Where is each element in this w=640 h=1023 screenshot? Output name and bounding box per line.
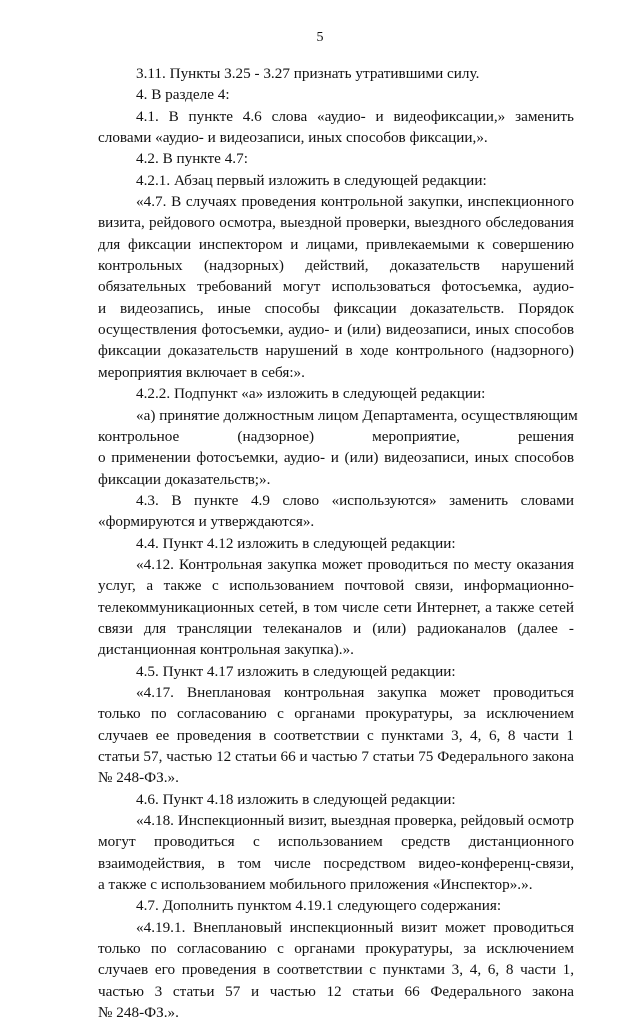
text-line: 4.3. В пункте 4.9 слово «используются» заменить словами <box>136 491 574 509</box>
text-line: «4.18. Инспекционный визит, выездная проверка, рейдовый осмотр <box>136 812 574 830</box>
text-line: «формируются и утверждаются». <box>98 513 315 531</box>
text-line: № 248-ФЗ.». <box>98 769 179 787</box>
document-body <box>98 63 578 1023</box>
text-line: и видеозапись, иные способы фиксации доказательств. Порядок <box>98 299 574 317</box>
text-line: частью 3 статьи 57 и частью 12 статьи 66 Федерального закона <box>98 982 574 1000</box>
text-line: могут проводиться с использованием средств дистанционного <box>98 833 574 851</box>
text-line: осуществления фотосъемки, аудио- и (или) видеозаписи, иных способов <box>98 321 574 339</box>
text-line: о применении фотосъемки, аудио- и (или) видеозаписи, иных способов <box>98 449 574 467</box>
text-line: 4.7. Дополнить пунктом 4.19.1 следующего содержания: <box>136 897 502 915</box>
text-line: 4. В разделе 4: <box>136 86 230 104</box>
text-line: услуг, а также с использованием почтовой связи, информационно- <box>98 577 574 595</box>
text-line: 4.2.1. Абзац первый изложить в следующей редакции: <box>136 171 487 189</box>
text-line: контрольных (надзорных) действий, доказательств нарушений <box>98 257 574 275</box>
text-line: «4.17. Внеплановая контрольная закупка может проводиться <box>136 683 574 701</box>
text-line: телекоммуникационных сетей, в том числе сети Интернет, а также сетей <box>98 598 574 616</box>
text-line: «4.7. В случаях проведения контрольной закупки, инспекционного <box>136 193 574 211</box>
text-line: 4.4. Пункт 4.12 изложить в следующей редакции: <box>136 534 456 552</box>
text-line: только по согласованию с органами прокуратуры, за исключением <box>98 705 574 723</box>
text-line: статьи 57, частью 12 статьи 66 и частью 7 статьи 75 Федерального закона <box>98 748 574 765</box>
text-line: «4.12. Контрольная закупка может проводиться по месту оказания <box>136 555 574 573</box>
text-line: 4.6. Пункт 4.18 изложить в следующей редакции: <box>136 790 456 808</box>
text-line: только по согласованию с органами прокуратуры, за исключением <box>98 940 574 958</box>
text-line: фиксации доказательств нарушений в ходе контрольного (надзорного) <box>98 342 574 360</box>
text-line: фиксации доказательств;». <box>98 470 271 488</box>
text-line: 4.1. В пункте 4.6 слова «аудио- и видеофиксации,» заменить <box>136 107 574 125</box>
text-line: 4.2. В пункте 4.7: <box>136 150 248 168</box>
text-line: случаев ее проведения в соответствии с пунктами 3, 4, 6, 8 части 1 <box>98 726 574 744</box>
text-line: дистанционная контрольная закупка).». <box>98 641 354 659</box>
text-line: случаев его проведения в соответствии с пунктами 3, 4, 6, 8 части 1, <box>98 961 574 979</box>
text-line: для фиксации инспектором и лицами, привлекаемыми к совершению <box>98 235 574 253</box>
page-number: 5 <box>316 30 324 45</box>
text-line: № 248-ФЗ.». <box>98 1004 179 1022</box>
text-line: словами «аудио- и видеозаписи, иных способов фиксации,». <box>98 129 488 147</box>
text-line: 4.5. Пункт 4.17 изложить в следующей редакции: <box>136 662 456 680</box>
text-line: взаимодействия, в том числе посредством видео-конференц-связи, <box>98 854 574 872</box>
text-line: «а) принятие должностным лицом Департамента, осуществляющим <box>136 406 578 424</box>
text-line: «4.19.1. Внеплановый инспекционный визит может проводиться <box>136 918 574 936</box>
text-line: 3.11. Пункты 3.25 - 3.27 признать утратившими силу. <box>136 65 480 82</box>
text-line: контрольное (надзорное) мероприятие, решения <box>98 427 574 445</box>
text-line: мероприятия включает в себя:». <box>98 363 305 381</box>
text-line: связи для трансляции телеканалов и (или) радиоканалов (далее - <box>98 619 574 637</box>
text-line: визита, рейдового осмотра, выездной проверки, выездного обследования <box>98 214 574 232</box>
text-line: обязательных требований могут использоваться фотосъемка, аудио- <box>98 278 574 296</box>
text-line: 4.2.2. Подпункт «а» изложить в следующей редакции: <box>136 385 486 403</box>
text-line: а также с использованием мобильного приложения «Инспектор».». <box>98 876 533 894</box>
